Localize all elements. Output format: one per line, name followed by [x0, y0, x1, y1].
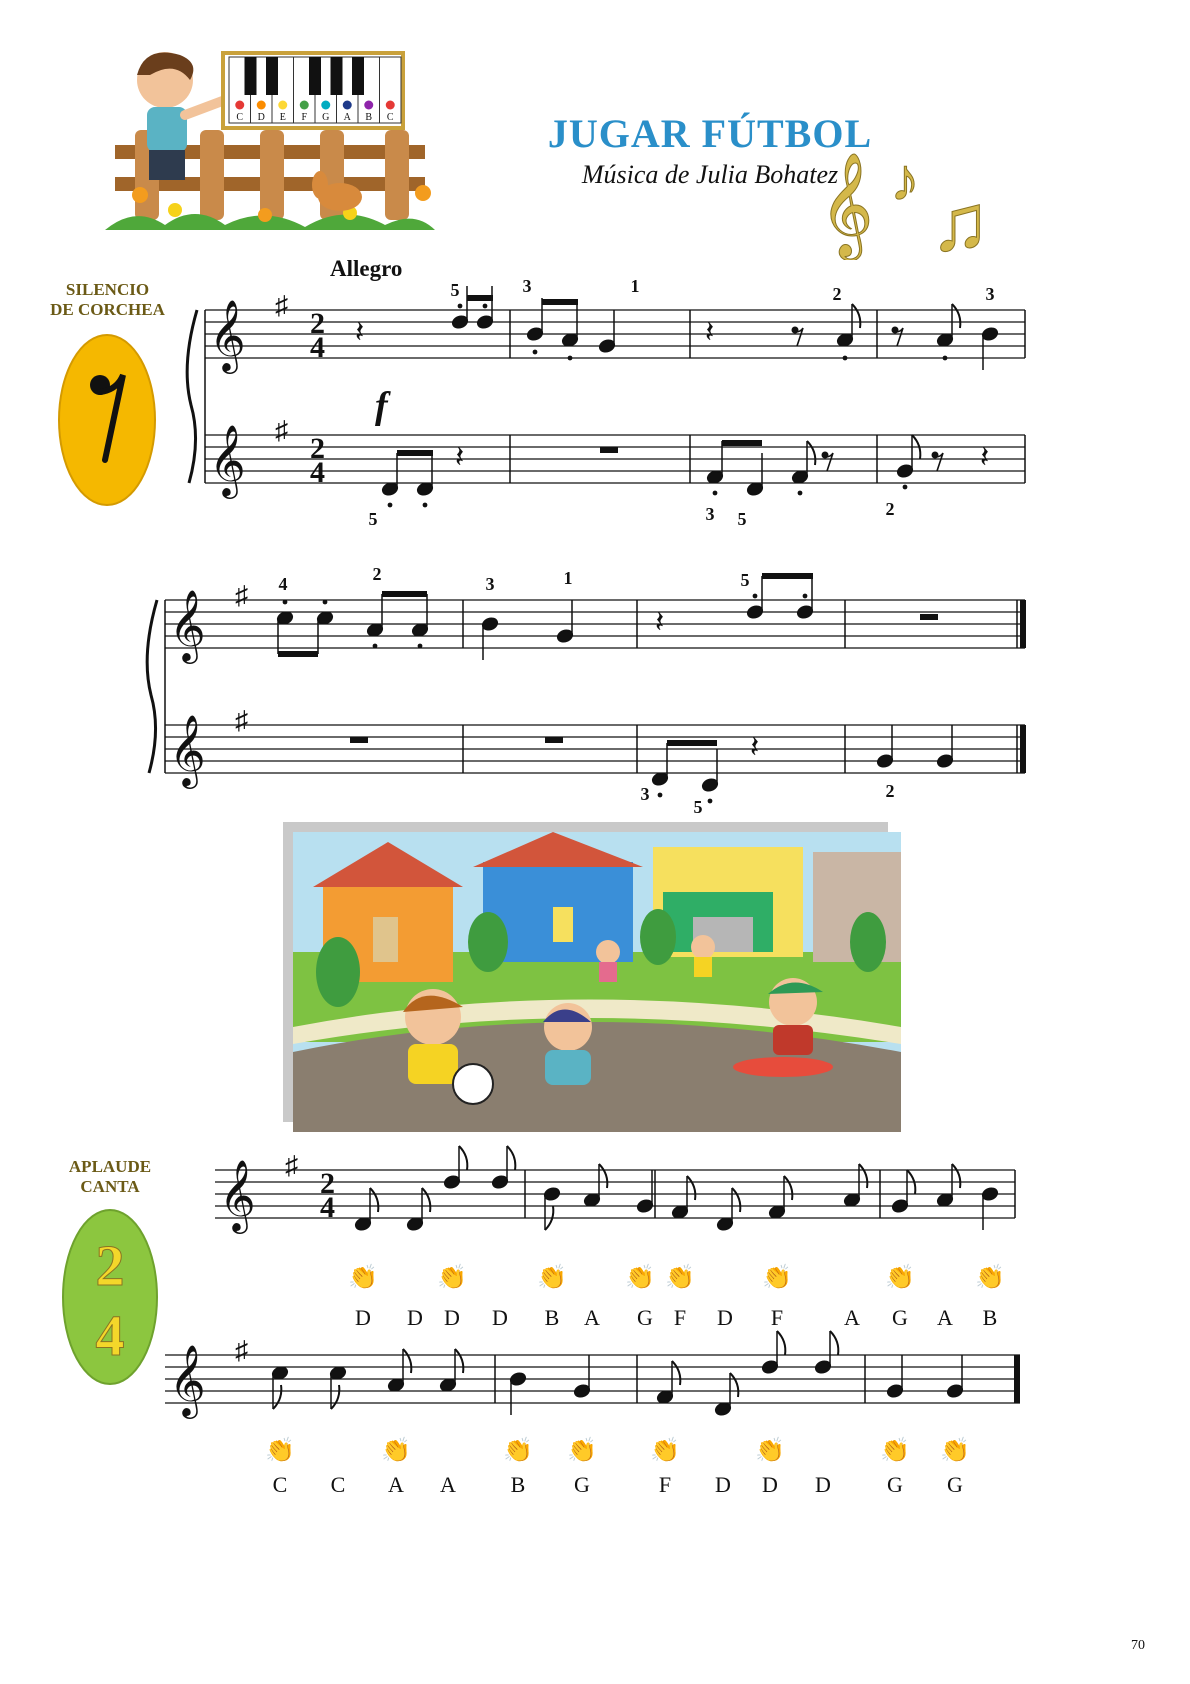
- note-flag: [403, 1349, 411, 1373]
- key-signature-sharp: ♯: [235, 1336, 248, 1365]
- note-flag: [784, 1176, 792, 1200]
- time-sig-bottom: 4: [95, 1303, 125, 1368]
- staccato-dot: [388, 503, 393, 508]
- key-signature-sharp: ♯: [275, 291, 288, 320]
- note-flag: [859, 1164, 867, 1188]
- staccato-dot: [533, 350, 538, 355]
- dynamic-forte: f: [375, 385, 388, 427]
- fingering-number: 5: [740, 570, 750, 590]
- key-signature-sharp: ♯: [235, 581, 248, 610]
- fingering-number: 3: [640, 784, 650, 804]
- note-letter-b: B: [510, 1472, 526, 1497]
- key-color-dot: [386, 101, 395, 110]
- staccato-dot: [323, 600, 328, 605]
- time-signature-top: 2: [310, 432, 325, 465]
- staccato-dot: [483, 304, 488, 309]
- note-letter-g: G: [892, 1305, 908, 1330]
- fingering-number: 5: [450, 280, 460, 300]
- note-letter-d: D: [815, 1472, 831, 1497]
- staccato-dot: [658, 793, 663, 798]
- note-letter-d: D: [444, 1305, 460, 1330]
- clap-sing-label: APLAUDE CANTA: [68, 1157, 152, 1196]
- staccato-dot: [708, 799, 713, 804]
- tempo-marking: Allegro: [330, 256, 403, 281]
- clapping-hands-icon: 👏: [665, 1265, 695, 1291]
- fingering-number: 2: [832, 284, 842, 304]
- note-letter-d: D: [407, 1305, 423, 1330]
- grand-staff-brace: [187, 310, 197, 483]
- clapping-hands-icon: 👏: [537, 1265, 567, 1291]
- note-beam: [278, 651, 318, 657]
- fingering-number: 5: [737, 509, 747, 529]
- fingering-number: 2: [885, 499, 895, 519]
- time-signature-bottom: 4: [310, 456, 325, 489]
- note-flag: [952, 304, 960, 328]
- clapping-hands-icon: 👏: [381, 1438, 411, 1464]
- quarter-rest-icon: 𝄽: [980, 441, 990, 474]
- key-color-dot: [257, 101, 266, 110]
- fingering-number: 3: [522, 276, 532, 296]
- note-letter-g: G: [947, 1472, 963, 1497]
- time-signature-top: 2: [310, 307, 325, 340]
- note-letter-d: D: [492, 1305, 508, 1330]
- note-beam: [382, 591, 427, 597]
- clapping-hands-icon: 👏: [503, 1438, 533, 1464]
- treble-clef-icon: 𝄞: [219, 1162, 256, 1230]
- key-color-dot: [300, 101, 309, 110]
- staccato-dot: [373, 644, 378, 649]
- boy-keyboard-illustration: [105, 45, 445, 235]
- note-flag: [672, 1361, 680, 1385]
- clapping-hands-icon: 👏: [265, 1438, 295, 1464]
- black-key: [331, 57, 343, 95]
- note-flag: [952, 1164, 960, 1188]
- treble-clef-icon: 𝄞: [820, 156, 874, 255]
- note-flag: [687, 1176, 695, 1200]
- clapping-hands-icon: 👏: [650, 1438, 680, 1464]
- final-barline: [1020, 725, 1026, 773]
- clap-staff-line-2: [150, 1320, 1030, 1510]
- note-letter-d: D: [355, 1305, 371, 1330]
- note-beam: [667, 740, 717, 746]
- note-letter-f: F: [770, 1305, 784, 1330]
- black-key: [245, 57, 257, 95]
- final-barline: [1014, 1355, 1020, 1403]
- color-keyboard: [223, 53, 403, 128]
- composer-credit: Música de Julia Bohatez: [581, 160, 839, 189]
- fingering-number: 2: [372, 564, 382, 584]
- key-signature-sharp: ♯: [275, 416, 288, 445]
- note-letter-a: A: [388, 1472, 404, 1497]
- note-flag: [331, 1385, 339, 1409]
- note-flag: [422, 1188, 430, 1212]
- clapping-hands-icon: 👏: [940, 1438, 970, 1464]
- note-letter-f: F: [658, 1472, 672, 1497]
- note-letter-c: C: [330, 1472, 346, 1497]
- black-key: [352, 57, 364, 95]
- key-letter-c: C: [236, 112, 244, 123]
- fingering-number: 3: [985, 284, 995, 304]
- key-color-dot: [321, 101, 330, 110]
- key-signature-sharp: ♯: [235, 706, 248, 735]
- note-beam: [397, 450, 433, 456]
- treble-clef-icon: 𝄞: [169, 592, 206, 660]
- note-letter-d: D: [717, 1305, 733, 1330]
- final-barline: [1020, 600, 1026, 648]
- quarter-rest-icon: 𝄽: [705, 316, 715, 349]
- note-letter-c: C: [272, 1472, 288, 1497]
- quarter-rest-icon: 𝄽: [655, 606, 665, 639]
- treble-clef-icon: 𝄞: [169, 717, 206, 785]
- key-letter-f: F: [301, 112, 308, 123]
- note-letter-g: G: [574, 1472, 590, 1497]
- key-letter-c: C: [386, 112, 394, 123]
- note-flag: [852, 304, 860, 328]
- key-letter-b: B: [365, 112, 373, 123]
- fingering-number: 3: [705, 504, 715, 524]
- clapping-hands-icon: 👏: [625, 1265, 655, 1291]
- note-beam: [467, 295, 493, 301]
- key-color-dot: [278, 101, 287, 110]
- rest-label: SILENCIO DE CORCHEA: [50, 280, 165, 319]
- note-letter-g: G: [887, 1472, 903, 1497]
- time-signature-badge: [60, 1205, 160, 1390]
- treble-clef-icon: 𝄞: [209, 427, 246, 495]
- gold-music-notes-decoration: [820, 140, 1020, 260]
- key-color-dot: [235, 101, 244, 110]
- note-flag: [370, 1188, 378, 1212]
- time-signature-bottom: 4: [310, 331, 325, 364]
- note-letter-d: D: [762, 1472, 778, 1497]
- black-key: [309, 57, 321, 95]
- beamed-notes-icon: ♫: [930, 180, 990, 260]
- treble-clef-icon: 𝄞: [209, 302, 246, 370]
- key-letter-g: G: [322, 112, 330, 123]
- note-flag: [807, 441, 815, 465]
- staccato-dot: [418, 644, 423, 649]
- fingering-number: 3: [485, 574, 495, 594]
- time-signature-bottom: 4: [320, 1191, 335, 1224]
- clapping-hands-icon: 👏: [348, 1265, 378, 1291]
- clapping-hands-icon: 👏: [762, 1265, 792, 1291]
- note-beam: [762, 573, 813, 579]
- grand-staff-system-2: [140, 560, 1040, 820]
- half-rest-icon: [600, 447, 618, 453]
- clapping-hands-icon: 👏: [880, 1438, 910, 1464]
- note-flag: [730, 1373, 738, 1397]
- black-key: [266, 57, 278, 95]
- staccato-dot: [283, 600, 288, 605]
- key-signature-sharp: ♯: [285, 1151, 298, 1180]
- fingering-number: 5: [693, 797, 703, 817]
- eighth-note-icon: ♪: [890, 147, 920, 213]
- staccato-dot: [713, 491, 718, 496]
- note-flag: [507, 1146, 515, 1170]
- staccato-dot: [943, 356, 948, 361]
- staccato-dot: [903, 485, 908, 490]
- clapping-hands-icon: 👏: [567, 1438, 597, 1464]
- clapping-hands-icon: 👏: [437, 1265, 467, 1291]
- note-beam: [722, 440, 762, 446]
- note-letter-f: F: [673, 1305, 687, 1330]
- fingering-number: 1: [563, 568, 573, 588]
- note-flag: [455, 1349, 463, 1373]
- half-rest-icon: [350, 737, 368, 743]
- staccato-dot: [458, 304, 463, 309]
- clapping-hands-icon: 👏: [885, 1265, 915, 1291]
- clapping-hands-icon: 👏: [755, 1438, 785, 1464]
- key-letter-d: D: [257, 112, 265, 123]
- note-letter-g: G: [637, 1305, 653, 1330]
- grand-staff-brace: [147, 600, 157, 773]
- note-letter-b: B: [982, 1305, 998, 1330]
- kids-playing-street-illustration: [283, 822, 903, 1134]
- time-signature-top: 2: [320, 1167, 335, 1200]
- quarter-rest-icon: 𝄽: [355, 316, 365, 349]
- fingering-number: 2: [885, 781, 895, 801]
- half-rest-icon: [545, 737, 563, 743]
- staccato-dot: [753, 594, 758, 599]
- note-letter-a: A: [844, 1305, 860, 1330]
- fingering-number: 4: [278, 574, 288, 594]
- key-color-dot: [343, 101, 352, 110]
- page-title: JUGAR FÚTBOL: [547, 111, 873, 156]
- note-flag: [732, 1188, 740, 1212]
- key-letter-a: A: [343, 112, 351, 123]
- staccato-dot: [803, 594, 808, 599]
- treble-clef-icon: 𝄞: [169, 1347, 206, 1415]
- note-flag: [459, 1146, 467, 1170]
- note-beam: [542, 299, 578, 305]
- quarter-rest-icon: 𝄽: [750, 731, 760, 764]
- eighth-rest-badge: [55, 330, 160, 510]
- time-sig-top: 2: [95, 1233, 125, 1298]
- grand-staff-system-1: [180, 270, 1040, 530]
- quarter-rest-icon: 𝄽: [455, 441, 465, 474]
- note-letter-a: A: [584, 1305, 600, 1330]
- note-flag: [273, 1385, 281, 1409]
- fingering-number: 5: [368, 509, 378, 529]
- half-rest-icon: [920, 614, 938, 620]
- note-letter-a: A: [937, 1305, 953, 1330]
- clapping-hands-icon: 👏: [975, 1265, 1005, 1291]
- note-letter-b: B: [544, 1305, 560, 1330]
- key-letter-e: E: [279, 112, 286, 123]
- staccato-dot: [798, 491, 803, 496]
- note-letter-a: A: [440, 1472, 456, 1497]
- fingering-number: 1: [630, 276, 640, 296]
- staccato-dot: [423, 503, 428, 508]
- page-number: 70: [1131, 1638, 1145, 1653]
- note-flag: [599, 1164, 607, 1188]
- note-flag: [777, 1331, 785, 1355]
- staccato-dot: [568, 356, 573, 361]
- note-flag: [830, 1331, 838, 1355]
- clap-staff-line-1: [200, 1135, 1030, 1335]
- key-color-dot: [364, 101, 373, 110]
- note-letter-d: D: [715, 1472, 731, 1497]
- staccato-dot: [843, 356, 848, 361]
